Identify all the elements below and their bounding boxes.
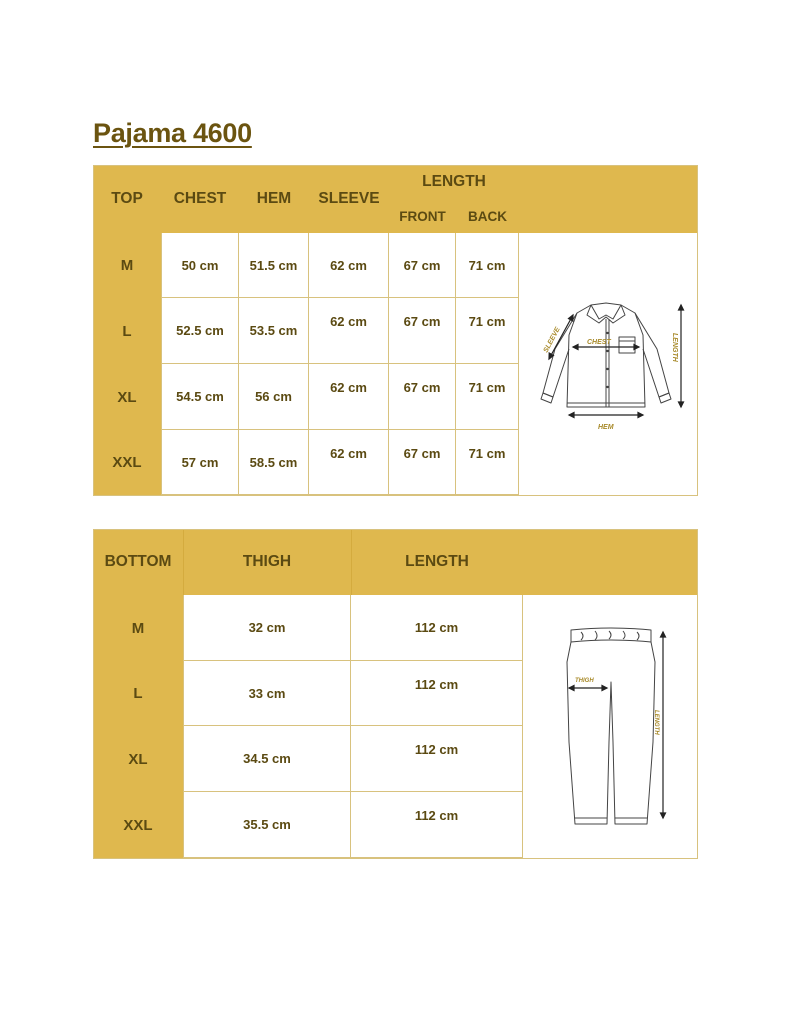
top-cell-back: 71 cm bbox=[456, 430, 519, 495]
header-divider bbox=[351, 529, 352, 595]
header-bottom: BOTTOM bbox=[104, 553, 172, 570]
top-size-m: M bbox=[120, 257, 134, 274]
top-cell-chest: 52.5 cm bbox=[161, 298, 239, 364]
top-size-l: L bbox=[122, 322, 132, 340]
top-cell-hem: 53.5 cm bbox=[239, 298, 309, 364]
chest-label: CHEST bbox=[586, 339, 611, 346]
header-back: BACK bbox=[468, 208, 507, 224]
pajama-shirt-icon bbox=[529, 289, 689, 439]
top-cell-hem: 56 cm bbox=[239, 364, 309, 430]
top-cell-front: 67 cm bbox=[389, 430, 456, 495]
header-length: LENGTH bbox=[405, 553, 469, 570]
sleeve-label: SLEEVE bbox=[542, 326, 562, 354]
top-cell-back: 71 cm bbox=[456, 298, 519, 364]
header-front: FRONT bbox=[399, 208, 446, 224]
bottom-cell-length: 112 cm bbox=[351, 792, 523, 858]
hem-label: HEM bbox=[597, 424, 614, 431]
top-cell-chest: 54.5 cm bbox=[161, 364, 239, 430]
header-chest: CHEST bbox=[173, 190, 227, 207]
length-label: LENGTH bbox=[670, 333, 678, 362]
top-cell-chest: 57 cm bbox=[161, 430, 239, 495]
header-sleeve: SLEEVE bbox=[318, 190, 380, 207]
thigh-label: THIGH bbox=[574, 677, 594, 684]
bottom-size-xxl: XXL bbox=[123, 816, 153, 834]
top-cell-front: 67 cm bbox=[389, 364, 456, 430]
top-cell-front: 67 cm bbox=[389, 233, 456, 298]
top-cell-hem: 58.5 cm bbox=[239, 430, 309, 495]
top-cell-sleeve: 62 cm bbox=[309, 298, 389, 364]
pajama-pants-icon bbox=[551, 622, 671, 832]
header-thigh: THIGH bbox=[242, 553, 292, 570]
top-cell-back: 71 cm bbox=[456, 364, 519, 430]
header-top: TOP bbox=[111, 190, 143, 207]
bottom-cell-thigh: 34.5 cm bbox=[183, 726, 351, 792]
bottom-cell-thigh: 35.5 cm bbox=[183, 792, 351, 858]
top-cell-hem: 51.5 cm bbox=[239, 233, 309, 298]
top-cell-chest: 50 cm bbox=[161, 233, 239, 298]
bottom-cell-thigh: 32 cm bbox=[183, 595, 351, 661]
header-hem: HEM bbox=[256, 190, 292, 207]
top-size-xl: XL bbox=[117, 388, 137, 406]
top-cell-sleeve: 62 cm bbox=[309, 364, 389, 430]
bottom-size-l: L bbox=[133, 685, 143, 702]
pajama-pants-illustration bbox=[524, 596, 697, 857]
top-cell-sleeve: 62 cm bbox=[309, 430, 389, 495]
bottom-size-m: M bbox=[131, 619, 145, 637]
pajama-shirt-illustration bbox=[519, 233, 698, 495]
top-size-xxl: XXL bbox=[112, 454, 142, 471]
header-length: LENGTH bbox=[422, 173, 486, 190]
bottom-cell-thigh: 33 cm bbox=[183, 661, 351, 726]
header-divider bbox=[183, 529, 184, 595]
page-title: Pajama 4600 bbox=[93, 118, 252, 148]
top-cell-sleeve: 62 cm bbox=[309, 233, 389, 298]
length-label: LENGTH bbox=[652, 709, 659, 735]
bottom-size-xl: XL bbox=[128, 750, 148, 768]
top-cell-back: 71 cm bbox=[456, 233, 519, 298]
bottom-cell-length: 112 cm bbox=[351, 661, 523, 726]
bottom-cell-length: 112 cm bbox=[351, 726, 523, 792]
bottom-cell-length: 112 cm bbox=[351, 595, 523, 661]
top-cell-front: 67 cm bbox=[389, 298, 456, 364]
